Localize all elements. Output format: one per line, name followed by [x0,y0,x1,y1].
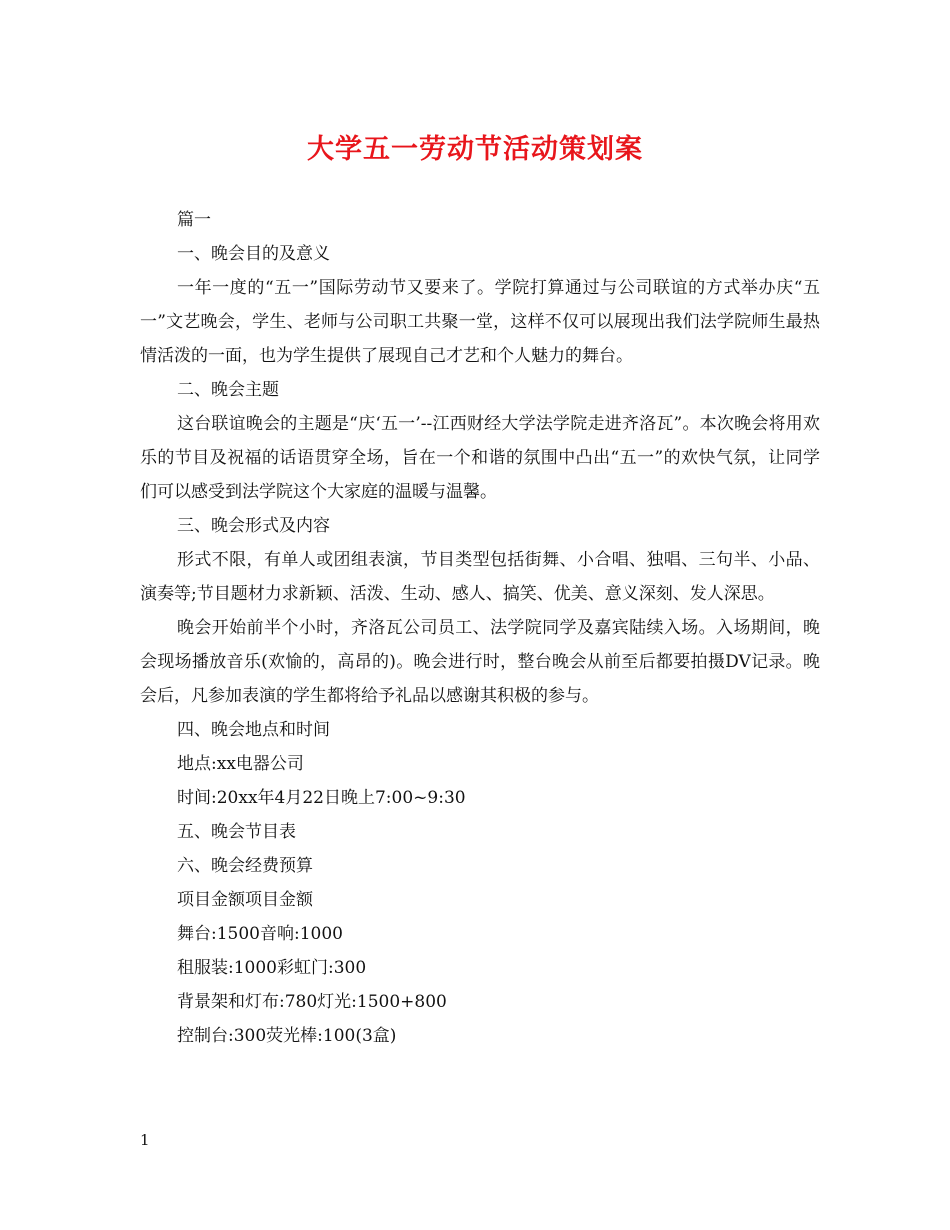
paragraph-purpose: 一年一度的“五一”国际劳动节又要来了。学院打算通过与公司联谊的方式举办庆“五一”文艺晚会，学生、老师与公司职工共聚一堂，这样不仅可以展现出我们法学院师生最热情活泼的一面，也为学生提供了展现自己才艺和个人魅力的舞台。 [140,278,820,366]
budget-line: 租服装:1000彩虹门:300 [177,958,367,978]
section-label: 篇一 [177,210,211,230]
budget-line: 舞台:1500音响:1000 [177,924,343,944]
paragraph-process: 晚会开始前半个小时，齐洛瓦公司员工、法学院同学及嘉宾陆续入场。入场期间，晚会现场播放音乐(欢愉的，高昂的)。晚会进行时，整台晚会从前至后都要拍摄DV记录。晚会后，凡参加表演的学生都将给予礼品以感谢其积极的参与。 [140,618,820,706]
document-title: 大学五一劳动节活动策划案 [307,134,643,165]
document-body [140,203,820,1053]
budget-line: 控制台:300荧光棒:100(3盒) [177,1026,397,1046]
page-number: 1 [140,1131,150,1149]
venue-line: 地点:xx电器公司 [177,754,304,774]
budget-header-line: 项目金额项目金额 [177,890,313,910]
heading-format: 三、晚会形式及内容 [177,516,330,536]
heading-theme: 二、晚会主题 [177,380,279,400]
paragraph-theme: 这台联谊晚会的主题是“庆‘五一’--江西财经大学法学院走进齐洛瓦”。本次晚会将用欢乐的节目及祝福的话语贯穿全场，旨在一个和谐的氛围中凸出“五一”的欢快气氛，让同学们可以感受到法学院这个大家庭的温暖与温馨。 [140,414,820,502]
heading-program: 五、晚会节目表 [177,822,296,842]
paragraph-format: 形式不限，有单人或团组表演，节目类型包括街舞、小合唱、独唱、三句半、小品、演奏等;节目题材力求新颖、活泼、生动、感人、搞笑、优美、意义深刻、发人深思。 [140,550,820,604]
heading-purpose: 一、晚会目的及意义 [177,244,330,264]
heading-venue-time: 四、晚会地点和时间 [177,720,330,740]
heading-budget: 六、晚会经费预算 [177,856,313,876]
time-line: 时间:20xx年4月22日晚上7:00~9:30 [177,788,466,808]
budget-line: 背景架和灯布:780灯光:1500+800 [177,992,447,1012]
